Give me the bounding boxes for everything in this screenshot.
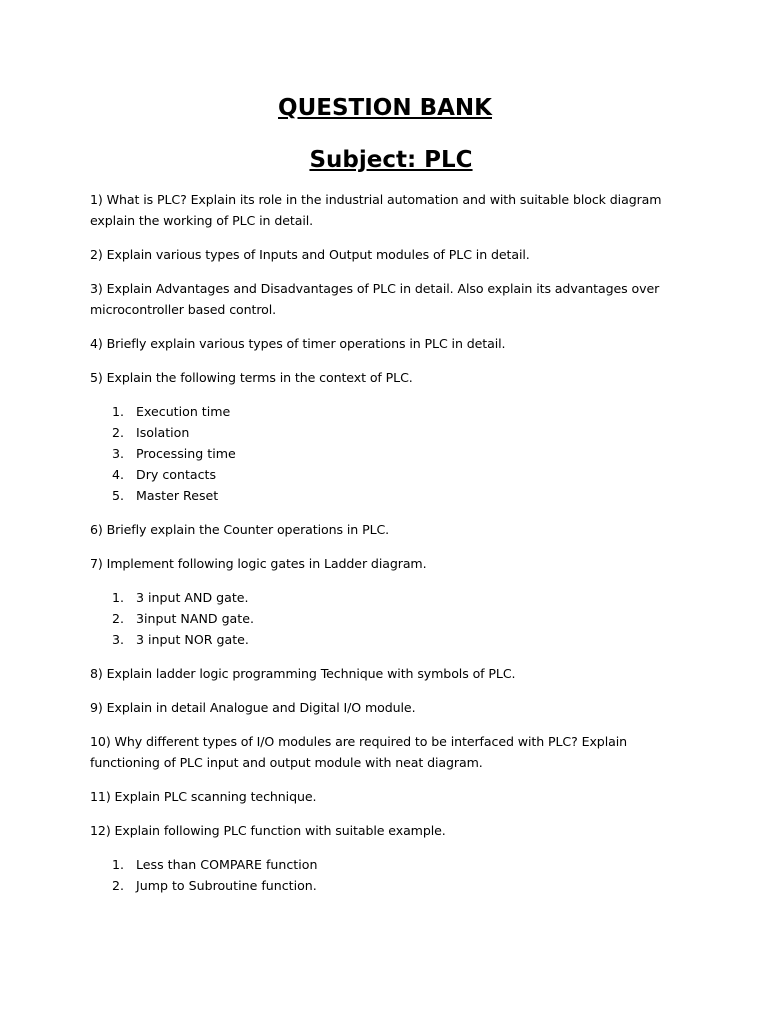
sub-question-number: 2.: [112, 611, 125, 626]
sub-question-list: [90, 401, 668, 506]
question-item: 6) Briefly explain the Counter operations in PLC.: [90, 522, 390, 537]
sub-question-number: 4.: [112, 467, 125, 482]
sub-question-text: Processing time: [136, 446, 236, 461]
question-item: 11) Explain PLC scanning technique.: [90, 789, 317, 804]
sub-question-number: 3.: [112, 632, 125, 647]
sub-question-item: [90, 608, 668, 629]
question-item: 5) Explain the following terms in the context of PLC.: [90, 370, 413, 385]
sub-question-number: 5.: [112, 488, 125, 503]
sub-question-item: [90, 401, 668, 422]
question-item: 7) Implement following logic gates in Ladder diagram.: [90, 556, 427, 571]
sub-question-text: Less than COMPARE function: [136, 857, 318, 872]
sub-question-text: Master Reset: [136, 488, 219, 503]
sub-question-text: Jump to Subroutine function.: [136, 878, 317, 893]
sub-question-item: [90, 875, 668, 896]
question-item: 8) Explain ladder logic programming Technique with symbols of PLC.: [90, 666, 516, 681]
sub-question-list: [90, 854, 668, 896]
sub-question-text: Isolation: [136, 425, 190, 440]
sub-question-item: [90, 485, 668, 506]
sub-question-text: Dry contacts: [136, 467, 217, 482]
sub-question-item: [90, 443, 668, 464]
sub-question-text: 3input NAND gate.: [136, 611, 254, 626]
question-item: 9) Explain in detail Analogue and Digital I/O module.: [90, 700, 416, 715]
sub-question-item: [90, 629, 668, 650]
sub-question-number: 2.: [112, 878, 125, 893]
sub-question-number: 1.: [112, 857, 125, 872]
sub-question-text: Execution time: [136, 404, 231, 419]
question-item: 3) Explain Advantages and Disadvantages of PLC in detail. Also explain its advantages over microcontroller based control.: [90, 281, 660, 317]
sub-question-list: [90, 587, 668, 650]
sub-question-item: [90, 587, 668, 608]
sub-question-item: [90, 854, 668, 875]
sub-question-number: 3.: [112, 446, 125, 461]
sub-question-number: 1.: [112, 404, 125, 419]
question-item: 12) Explain following PLC function with suitable example.: [90, 823, 446, 838]
sub-question-item: [90, 422, 668, 443]
question-list: [90, 189, 668, 896]
document-title: QUESTION BANK: [278, 95, 492, 121]
subject-heading: Subject: PLC: [309, 147, 473, 173]
question-item: 10) Why different types of I/O modules are required to be interfaced with PLC? Explain functioning of PLC input and output module with neat diagram.: [90, 734, 627, 770]
question-item: 4) Briefly explain various types of timer operations in PLC in detail.: [90, 336, 506, 351]
sub-question-item: [90, 464, 668, 485]
question-item: 2) Explain various types of Inputs and Output modules of PLC in detail.: [90, 247, 530, 262]
question-item: 1) What is PLC? Explain its role in the industrial automation and with suitable block diagram explain the working of PLC in detail.: [90, 192, 662, 228]
sub-question-text: 3 input AND gate.: [136, 590, 249, 605]
sub-question-number: 2.: [112, 425, 125, 440]
sub-question-number: 1.: [112, 590, 125, 605]
sub-question-text: 3 input NOR gate.: [136, 632, 249, 647]
